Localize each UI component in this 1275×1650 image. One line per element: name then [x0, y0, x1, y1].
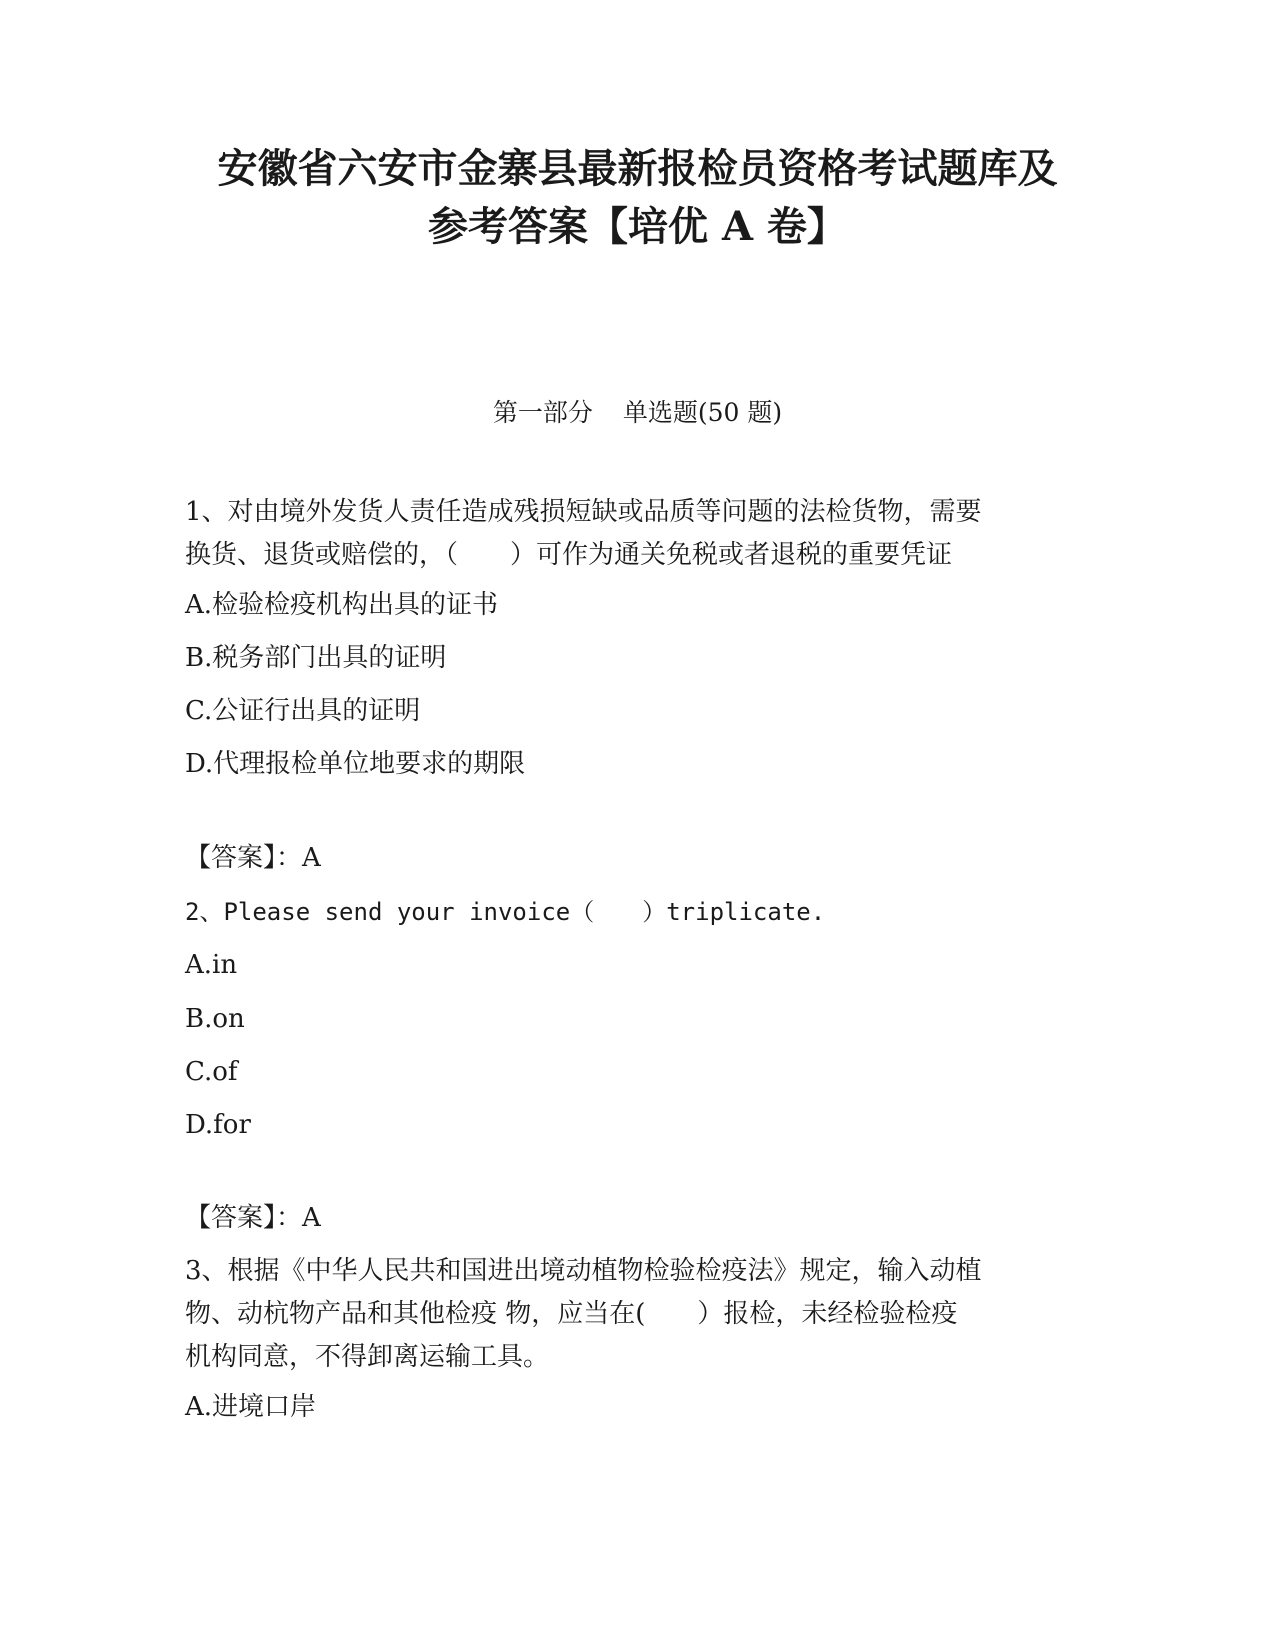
question-3-text	[185, 1250, 1085, 1379]
question-1-answer: 【答案】：A	[185, 843, 321, 873]
question-1-option-d: D.代理报检单位地要求的期限	[185, 749, 526, 779]
question-1-option-a: A.检验检疫机构出具的证书	[185, 590, 499, 620]
question-1-line-2: 换货、退货或赔偿的，（ ）可作为通关免税或者退税的重要凭证	[185, 540, 953, 570]
question-2-option-a: A.in	[185, 950, 238, 980]
question-1-option-b: B.税务部门出具的证明	[185, 643, 447, 673]
title-line-1: 安徽省六安市金寨县最新报检员资格考试题库及	[217, 145, 1058, 192]
document-title	[150, 140, 1125, 256]
question-1-line-1: 1、对由境外发货人责任造成残损短缺或品质等问题的法检货物，需要	[185, 497, 982, 527]
question-2-option-b: B.on	[185, 1004, 245, 1034]
section-label: 第一部分	[492, 398, 593, 427]
question-3-line-2: 物、动杭物产品和其他检疫 物，应当在( ）报检，未经检验检疫	[185, 1299, 958, 1329]
question-2-answer: 【答案】：A	[185, 1203, 321, 1233]
question-3-option-a: A.进境口岸	[185, 1392, 317, 1422]
question-1-option-c: C.公证行出具的证明	[185, 696, 421, 726]
title-line-2: 参考答案【培优 A 卷】	[428, 203, 847, 250]
question-2-text: 2、Please send your invoice（ ）triplicate.	[185, 898, 826, 926]
question-2-option-c: C.of	[185, 1057, 238, 1087]
question-1-text	[185, 491, 1085, 577]
question-2-option-d: D.for	[185, 1110, 251, 1140]
question-3-line-3: 机构同意，不得卸离运输工具。	[185, 1342, 550, 1372]
question-3-line-1: 3、根据《中华人民共和国进出境动植物检验检疫法》规定，输入动植	[185, 1256, 982, 1286]
section-name: 单选题(50 题)	[622, 398, 783, 427]
section-heading	[0, 396, 1275, 430]
